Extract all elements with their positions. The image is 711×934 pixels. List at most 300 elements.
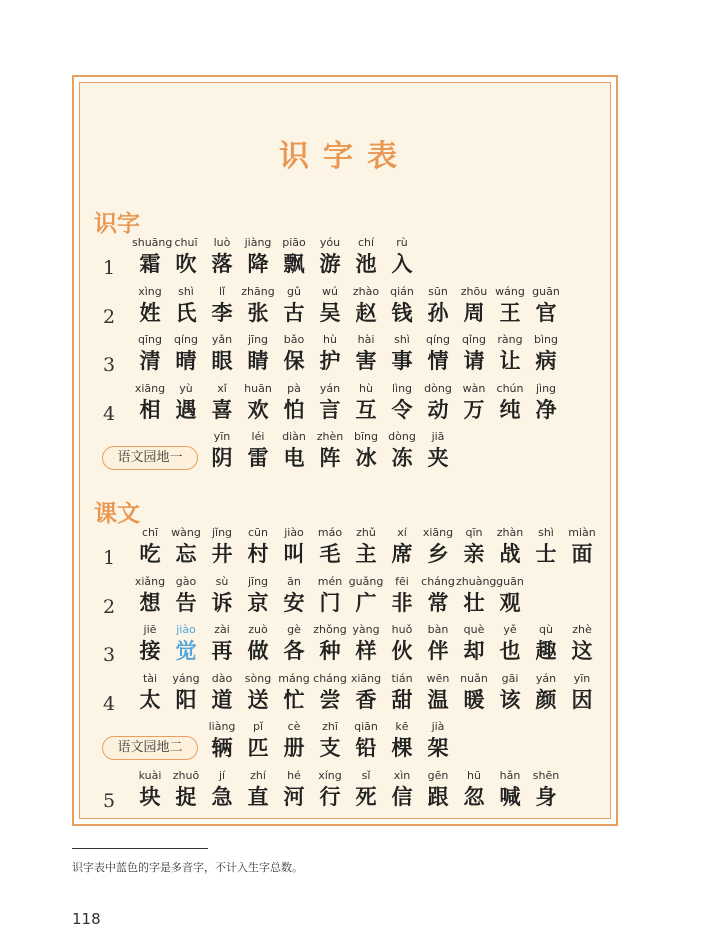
pinyin: zhuō: [172, 768, 200, 782]
hanzi: 互: [355, 396, 377, 422]
pinyin: sù: [215, 574, 229, 588]
pinyin: gēn: [427, 768, 449, 782]
character-cell: [240, 671, 276, 713]
hanzi: 暖: [463, 686, 485, 712]
pinyin: jí: [218, 768, 226, 782]
character-cell: [456, 622, 492, 664]
character-cell: [312, 622, 348, 664]
character-cell: [204, 574, 240, 616]
pinyin: yǎn: [211, 333, 233, 346]
pinyin: cè: [287, 720, 301, 733]
character-cell: [528, 525, 564, 567]
pinyin: pà: [287, 381, 301, 395]
pinyin: jǐng: [211, 526, 233, 539]
pinyin: hài: [357, 333, 375, 346]
hanzi: 村: [247, 541, 269, 566]
hanzi: 样: [355, 638, 377, 663]
hanzi: 信: [391, 783, 413, 809]
hanzi: 保: [283, 348, 305, 373]
pinyin: xiāng: [134, 381, 166, 395]
pinyin: ràng: [497, 333, 523, 346]
character-cell: [132, 332, 168, 374]
character-cell: [240, 525, 276, 567]
pinyin: yáng: [172, 671, 200, 685]
hanzi: 万: [463, 396, 485, 422]
character-cell: [132, 768, 168, 810]
character-cell: [420, 719, 456, 761]
hanzi: 甜: [391, 686, 413, 712]
hanzi: 周: [463, 299, 485, 325]
hanzi: 张: [247, 299, 269, 325]
hanzi: 棵: [391, 735, 413, 760]
pinyin: zhào: [352, 284, 380, 298]
pinyin: wú: [322, 284, 338, 298]
pinyin: xiāng: [422, 526, 454, 539]
lesson-number: 2: [103, 305, 116, 328]
lesson-row: [80, 235, 610, 283]
hanzi: 壮: [463, 589, 485, 615]
character-cell: [420, 671, 456, 713]
character-cell: [240, 332, 276, 374]
hanzi: 事: [391, 348, 413, 373]
hanzi: 伙: [391, 638, 413, 663]
character-cell: [564, 622, 600, 664]
lesson-row: [80, 671, 610, 719]
character-cell: [456, 284, 492, 326]
hanzi: 辆: [211, 735, 233, 760]
character-cell: [312, 768, 348, 810]
pinyin: cháng: [313, 671, 347, 685]
pinyin: shì: [394, 333, 410, 346]
character-cell: [240, 429, 276, 471]
lesson-row: [80, 284, 610, 332]
hanzi: 叫: [283, 541, 305, 566]
pinyin: sǐ: [361, 768, 371, 782]
character-cell: [276, 235, 312, 277]
pinyin: chī: [141, 526, 159, 539]
pinyin: wáng: [495, 284, 525, 298]
character-cell: [132, 381, 168, 423]
pinyin: jià: [431, 720, 445, 733]
page-number: 118: [72, 910, 101, 928]
character-cell: [132, 525, 168, 567]
hanzi: 霜: [139, 251, 161, 276]
pinyin: jìng: [535, 381, 557, 395]
hanzi: 忘: [175, 541, 197, 566]
pinyin: zhuàng: [456, 574, 497, 588]
character-cell: [492, 574, 528, 616]
hanzi: 钱: [391, 299, 413, 325]
character-cell: [204, 622, 240, 664]
hanzi: 让: [499, 348, 521, 373]
hanzi: 请: [463, 348, 485, 373]
lesson-number: 4: [103, 692, 116, 715]
pinyin: hū: [467, 768, 481, 782]
character-cell: [348, 429, 384, 471]
pinyin: kuài: [138, 768, 162, 782]
pinyin: qīng: [138, 333, 162, 346]
pinyin: máo: [317, 526, 343, 539]
hanzi: 阳: [175, 686, 197, 712]
pinyin: cháng: [421, 574, 455, 588]
pinyin: dào: [211, 671, 233, 685]
pinyin: lìng: [391, 381, 413, 395]
hanzi: 各: [283, 638, 305, 663]
character-cell: [240, 235, 276, 277]
character-table-panel: [79, 82, 611, 819]
hanzi: 诉: [211, 589, 233, 615]
hanzi: 欢: [247, 396, 269, 422]
pinyin: guān: [496, 574, 524, 588]
hanzi: 眼: [211, 348, 233, 373]
hanzi: 送: [247, 686, 269, 712]
hanzi: 种: [319, 638, 341, 663]
character-cell: [348, 574, 384, 616]
character-cell: [240, 622, 276, 664]
pinyin: piāo: [282, 236, 306, 249]
hanzi: 相: [139, 396, 161, 422]
pinyin: xìn: [393, 768, 411, 782]
character-cell: [456, 671, 492, 713]
lesson-row: [80, 381, 610, 429]
character-cell: [420, 574, 456, 616]
pinyin: fēi: [395, 574, 409, 588]
character-cell: [240, 381, 276, 423]
pinyin: gǔ: [287, 284, 301, 298]
pinyin: xiǎng: [134, 574, 166, 588]
character-cell: [240, 574, 276, 616]
character-cell: [132, 622, 168, 664]
pinyin: jiào: [176, 623, 196, 636]
hanzi: 士: [535, 541, 557, 566]
character-cell: [456, 381, 492, 423]
hanzi: 冰: [355, 445, 377, 470]
hanzi: 告: [175, 589, 197, 615]
pinyin: yīn: [213, 430, 231, 443]
pinyin: qù: [539, 623, 553, 636]
pinyin: hù: [359, 381, 373, 395]
pinyin: nuǎn: [460, 671, 488, 685]
hanzi: 香: [355, 686, 377, 712]
pinyin: cūn: [248, 526, 268, 539]
pinyin: zhǒng: [313, 623, 347, 636]
hanzi: 架: [427, 735, 449, 760]
lesson-number: 3: [103, 354, 116, 376]
unit-badge: 语文园地二: [102, 736, 198, 760]
hanzi: 主: [355, 541, 377, 566]
pinyin: bàn: [427, 623, 449, 636]
character-cell: [240, 284, 276, 326]
hanzi: 清: [139, 348, 161, 373]
character-cell: [384, 574, 420, 616]
hanzi: 言: [319, 396, 341, 422]
character-cell: [276, 719, 312, 761]
hanzi: 冻: [391, 445, 413, 470]
pinyin: qīn: [465, 526, 483, 539]
character-cell: [528, 332, 564, 374]
hanzi: 接: [139, 638, 161, 663]
character-cell: [384, 381, 420, 423]
pinyin: zhāng: [241, 284, 275, 298]
hanzi: 吴: [319, 299, 341, 325]
unit-row: [80, 429, 610, 477]
character-cell: [420, 429, 456, 471]
character-cell: [528, 671, 564, 713]
pinyin: tài: [142, 671, 158, 685]
character-cell: [204, 768, 240, 810]
hanzi: 赵: [355, 299, 377, 325]
character-cell: [456, 525, 492, 567]
hanzi: 尝: [319, 686, 341, 712]
pinyin: tián: [391, 671, 413, 685]
pinyin: sūn: [428, 284, 448, 298]
pinyin: gè: [287, 623, 301, 636]
pinyin: hǎn: [499, 768, 521, 782]
hanzi: 匹: [247, 735, 269, 760]
character-cell: [420, 284, 456, 326]
character-cell: [276, 429, 312, 471]
character-cell: [312, 671, 348, 713]
character-cell: [132, 235, 173, 277]
pinyin: wàng: [171, 526, 201, 539]
hanzi: 忙: [283, 686, 305, 712]
pinyin: dòng: [388, 430, 416, 443]
hanzi: 喜: [211, 396, 233, 422]
pinyin: shì: [178, 284, 194, 298]
pinyin: yě: [503, 623, 517, 636]
hanzi: 病: [535, 348, 557, 373]
character-cell: [168, 622, 204, 664]
character-cell: [384, 429, 420, 471]
character-cell: [384, 622, 420, 664]
section-heading: 识字: [94, 211, 140, 237]
hanzi: 做: [247, 638, 269, 663]
pinyin: liàng: [208, 720, 236, 733]
hanzi: 官: [535, 299, 557, 325]
hanzi: 安: [283, 589, 305, 615]
hanzi: 亲: [463, 541, 485, 566]
pinyin: chuī: [174, 236, 198, 249]
pinyin: wēn: [426, 671, 450, 685]
character-cell: [276, 525, 312, 567]
character-cell: [168, 671, 204, 713]
hanzi: 却: [463, 638, 485, 663]
hanzi: 非: [391, 589, 413, 615]
character-cell: [312, 719, 348, 761]
character-table-frame: [72, 75, 618, 826]
pinyin: zuò: [248, 623, 268, 636]
hanzi: 颜: [535, 686, 557, 712]
pinyin: xiāng: [350, 671, 382, 685]
character-cell: [276, 622, 312, 664]
character-cell: [348, 622, 384, 664]
character-cell: [312, 381, 348, 423]
hanzi: 再: [211, 638, 233, 663]
pinyin: xí: [397, 526, 407, 539]
hanzi: 这: [571, 638, 593, 663]
pinyin: máng: [278, 671, 310, 685]
pinyin: wàn: [462, 381, 486, 395]
pinyin: jīng: [247, 574, 269, 588]
character-cell: [384, 284, 420, 326]
pinyin: chún: [496, 381, 524, 395]
pinyin: huān: [244, 381, 272, 395]
hanzi: 支: [319, 735, 341, 760]
lesson-row: [80, 332, 610, 380]
hanzi: 因: [571, 686, 593, 712]
hanzi: 想: [139, 589, 161, 615]
hanzi: 河: [283, 783, 305, 809]
character-cell: [420, 768, 456, 810]
character-cell: [384, 525, 420, 567]
character-cell: [168, 525, 204, 567]
pinyin: zhī: [322, 720, 338, 733]
hanzi: 孙: [427, 299, 449, 325]
character-cell: [276, 768, 312, 810]
hanzi: 电: [283, 445, 305, 470]
hanzi: 观: [499, 589, 521, 615]
character-cell: [384, 719, 420, 761]
hanzi: 行: [319, 783, 341, 809]
pinyin: què: [463, 623, 485, 636]
character-cell: [312, 284, 348, 326]
character-cell: [348, 768, 384, 810]
character-cell: [276, 671, 312, 713]
hanzi: 广: [355, 589, 377, 615]
pinyin: yàng: [352, 623, 380, 636]
character-cell: [348, 284, 384, 326]
character-cell: [348, 381, 384, 423]
lesson-row: [80, 768, 610, 816]
character-cell: [420, 332, 456, 374]
footnote-divider: [72, 848, 208, 849]
character-cell: [240, 768, 276, 810]
character-cell: [348, 525, 384, 567]
character-cell: [132, 574, 168, 616]
hanzi: 块: [139, 783, 161, 809]
character-cell: [204, 525, 240, 567]
character-cell: [384, 671, 420, 713]
hanzi: 飘: [283, 251, 305, 276]
lesson-number: 4: [103, 402, 116, 425]
pinyin: gào: [175, 574, 197, 588]
hanzi: 净: [535, 396, 557, 422]
character-cell: [276, 284, 312, 326]
hanzi: 京: [247, 589, 269, 615]
hanzi: 姓: [139, 299, 161, 325]
hanzi: 阵: [319, 445, 341, 470]
hanzi: 门: [319, 589, 341, 615]
character-cell: [528, 622, 564, 664]
character-cell: [168, 574, 204, 616]
pinyin: sòng: [244, 671, 272, 685]
hanzi: 王: [499, 299, 521, 325]
character-cell: [420, 525, 456, 567]
pinyin: jiàng: [244, 236, 272, 249]
character-cell: [204, 671, 240, 713]
hanzi: 觉: [175, 638, 197, 663]
page-title: 识字表: [279, 139, 411, 174]
hanzi: 害: [355, 348, 377, 373]
character-cell: [348, 235, 384, 277]
character-cell: [492, 671, 528, 713]
lesson-row: [80, 622, 610, 670]
pinyin: ān: [287, 574, 301, 588]
hanzi: 乡: [427, 541, 449, 566]
lesson-row: [80, 525, 610, 573]
pinyin: zhǔ: [356, 526, 376, 539]
pinyin: miàn: [568, 526, 596, 539]
pinyin: zhōu: [460, 284, 488, 298]
hanzi: 降: [247, 251, 269, 276]
hanzi: 动: [427, 396, 449, 422]
character-cell: [204, 429, 240, 471]
character-cell: [492, 284, 528, 326]
pinyin: luò: [213, 236, 231, 249]
pinyin: yù: [179, 381, 193, 395]
hanzi: 吹: [175, 251, 197, 276]
pinyin: rù: [396, 236, 408, 249]
unit-row: [80, 719, 610, 767]
section-heading: 课文: [94, 501, 140, 527]
hanzi: 李: [211, 299, 233, 325]
pinyin: jiā: [431, 430, 445, 443]
pinyin: jiào: [284, 526, 304, 539]
character-cell: [168, 768, 204, 810]
pinyin: shuāng: [132, 236, 173, 249]
character-cell: [312, 574, 348, 616]
hanzi: 氏: [175, 299, 197, 325]
pinyin: shēn: [532, 768, 560, 782]
pinyin: zài: [214, 623, 230, 636]
character-cell: [420, 381, 456, 423]
pinyin: qiān: [354, 720, 378, 733]
hanzi: 游: [319, 251, 341, 276]
pinyin: xǐ: [217, 381, 227, 395]
pinyin: yán: [319, 381, 341, 395]
lesson-number: 1: [103, 257, 116, 279]
pinyin: qíng: [426, 333, 450, 346]
hanzi: 夹: [427, 445, 449, 470]
pinyin: guān: [532, 284, 560, 298]
character-cell: [348, 719, 384, 761]
hanzi: 入: [391, 251, 413, 276]
pinyin: lǐ: [218, 284, 226, 298]
lesson-number: 5: [103, 789, 116, 812]
character-cell: [168, 381, 204, 423]
lesson-row: [80, 574, 610, 622]
hanzi: 毛: [319, 541, 341, 566]
hanzi: 忽: [463, 783, 485, 809]
footnote: 识字表中蓝色的字是多音字，不计入生字总数。: [72, 861, 303, 874]
character-cell: [456, 768, 492, 810]
pinyin: jīng: [247, 333, 269, 346]
unit-badge: 语文园地一: [102, 446, 198, 470]
hanzi: 纯: [499, 396, 521, 422]
pinyin: zhè: [572, 623, 592, 636]
character-cell: [492, 525, 528, 567]
hanzi: 太: [139, 686, 161, 712]
hanzi: 情: [427, 348, 449, 373]
character-cell: [276, 381, 312, 423]
hanzi: 雷: [247, 445, 269, 470]
character-cell: [132, 284, 168, 326]
character-cell: [384, 332, 420, 374]
pinyin: jiē: [143, 623, 157, 636]
character-cell: [276, 574, 312, 616]
pinyin: qián: [390, 284, 414, 298]
hanzi: 捉: [175, 783, 197, 809]
